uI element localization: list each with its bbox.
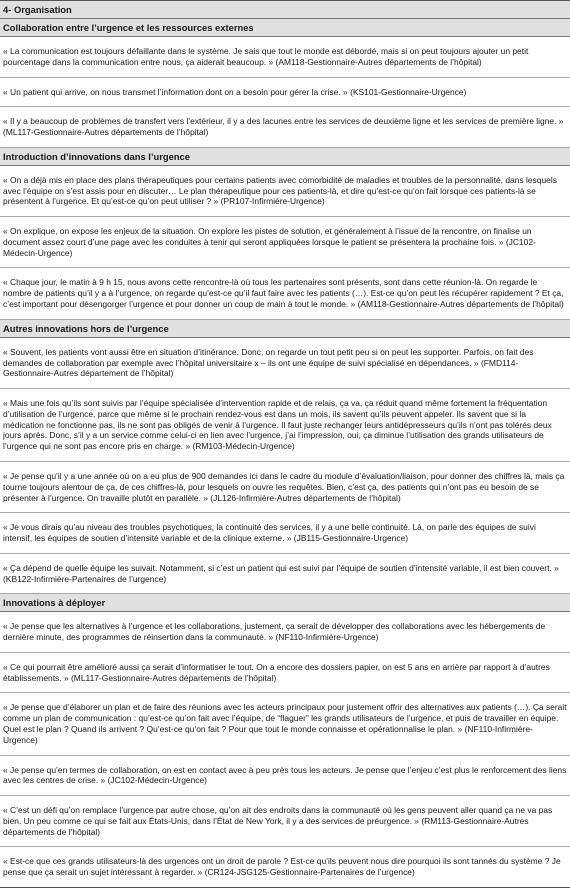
quote-text: « On explique, on expose les enjeux de la situation. On explore les pistes de solution, et généralement à l’issue de la rencontre, on finalise un document assez court d’une page avec les conduites à tenir qui seront appliquées lorsque le patient se présentera la prochaine fois. » (JC102-Médecin-Urgence) xyxy=(3,226,536,258)
quote-row xyxy=(0,166,570,217)
quote-text: « Un patient qui arrive, on nous transmet l’information dont on a besoin pour gérer la crise. » (KS101-Gestionnaire-Urgence) xyxy=(3,86,467,97)
quote-text: « Je pense qu’il y a une année où on a eu plus de 900 demandes ici dans le cadre du module d’évaluation/liaison, pour donner des chiffres là, mais ça tourne toujours alentour de ça, de ces chiffres-là, pour lesquels on ouvre les requêtes. Bien, c’est ça, des patients qui n’ont pas eu besoin de se présenter à l’urgence. On travaille plutôt en parallèle. » (JL126-Infirmière-Autres départements de l’hôpital) xyxy=(3,471,565,503)
quote-row xyxy=(0,612,570,653)
quote-row xyxy=(0,554,570,595)
quote-row xyxy=(0,796,570,847)
quote-row xyxy=(0,217,570,268)
quote-text: « Chaque jour, le matin à 9 h 15, nous avons cette rencontre-là où tous les partenaires sont présents, sont dans cette réunion-là. On regarde le nombre de patients qu’il y a à l’urgence, on regarde qu’est-ce qu’il faut faire avec les patients (…). Est-ce qu’on peut les récupérer rapidement ? Et ça, c’est important pour désengorger l’urgence et pour donner un coup de main à tout le monde. » (AM118-Gestionnaire-Autres départements de l’hôpital) xyxy=(3,277,564,310)
quote-text: « Il y a beaucoup de problèmes de transfert vers l’extérieur, il y a des lacunes entre les services de deuxième ligne et les services de première ligne. » (ML117-Gestionnaire-Autres départements de l’hôpital) xyxy=(3,116,564,138)
quote-text: « La communication est toujours défaillante dans le système. Je sais que tout le monde est débordé, mais si on peut toujours ajouter un petit pourcentage dans la communication entre nous, ça aiderait beaucoup. » (AM118-Gestionnaire-Autres départements de l’hôpital) xyxy=(3,45,529,67)
table-header: 4- Organisation xyxy=(0,1,570,19)
section-title: Collaboration entre l’urgence et les ressources externes xyxy=(0,19,570,37)
quote-row xyxy=(0,338,570,389)
section-title: Innovations à déployer xyxy=(0,594,570,612)
quote-row xyxy=(0,653,570,694)
quote-text: « On a déjà mis en place des plans thérapeutiques pour certains patients avec comorbidité de maladies et troubles de la personnalité, dans lesquels avec l’équipe on s’est assis pour en discuter… Le plan thérapeutique pour ces patients-là, et dire qu’est-ce qu’on fait lorsque ces patients-là se présentent à l’urgence. Et qu’est-ce qu’on peut utiliser ? » (PR107-Infirmière-Urgence) xyxy=(3,174,557,207)
quote-row xyxy=(0,37,570,78)
quote-row xyxy=(0,756,570,797)
quote-row xyxy=(0,389,570,462)
quote-row xyxy=(0,462,570,513)
quote-row xyxy=(0,268,570,319)
quote-text: « Ça dépend de quelle équipe les suivait. Notamment, si c’est un patient qui est suivi par l’équipe de soutien d’intensité variable, il est bien couvert. » (KB122-Infirmière-Partenaires de l’urgence) xyxy=(3,562,559,584)
quote-text: « Je pense qu’en termes de collaboration, on est en contact avec à peu près tous les acteurs. Je pense que l’enjeu c’est plus le renforcement des liens avec les centres de crise. » (JC102-Médecin-Urgence) xyxy=(3,764,567,786)
section-title: Introduction d’innovations dans l’urgence xyxy=(0,148,570,166)
quote-text: « Est-ce que ces grands utilisateurs-là des urgences ont un droit de parole ? Est-ce qu’ils peuvent nous dire pourquoi ils sont tannés du système ? Je pense que ça serait un sujet intéressant à regarder. » (CR124-JSG125-Gestionnaire-Partenaires de l’urgence) xyxy=(3,856,561,878)
quote-row xyxy=(0,78,570,108)
quote-text: « C’est un défi qu’on remplace l’urgence par autre chose, qu’on ait des endroits dans la communauté où les gens peuvent aller quand ça ne va pas bien. Un peu comme ce qui se fait aux États-Unis, dans l’État de New York, il y a des services de préurgence. » (RM113-Gestionnaire-Autres départements de l’hôpital) xyxy=(3,805,553,837)
quote-text: « Je pense que d’élaborer un plan et de faire des réunions avec les acteurs principaux pour justement offrir des alternatives aux patients (…). Ça serait comme un plan de communication : qu’est-ce qu’on fait avec l’équipe, de “flaguer” les grands utilisateurs de l’urgence, et puis de travailler en équipe. Quel est le plan ? Quand ils arrivent ? Qu’est-ce qu’on fait ? Pour que tout le monde connaisse et opérationnalise le plan. » (NF110-Infirmière-Urgence) xyxy=(3,702,567,745)
quote-row xyxy=(0,847,570,888)
quote-row xyxy=(0,693,570,755)
quote-text: « Souvent, les patients vont aussi être en situation d’itinérance. Donc, on regarde un tout petit peu si on peut les supporter. Parfois, on fait des demandes de collaboration par exemple avec l’hôpital universitaire x – ils ont une équipe de suivi spécialisé en dépendances. » (FMD114-Gestionnaire-Autres département de l’hôpital) xyxy=(3,346,534,379)
quote-text: « Je pense que les alternatives à l’urgence et les collaborations, justement, ça serait de développer des collaborations avec les hébergements de dernière minute, des programmes de réinsertion dans la communauté. » (NF110-Infirmière-Urgence) xyxy=(3,621,546,643)
quote-text: « Mais une fois qu’ils sont suivis par l’équipe spécialisée d’intervention rapide et de relais, ça va, ça réduit quand même fortement la fréquentation d’utilisation de l’urgence, parce que même si le prochain rendez-vous est dans un mois, ils savent qu’ils peuvent appeler. Ils savent que si la médication ne fonctionne pas, ils ne sont pas obligés de venir à l’urgence. Il faut juste rechanger leurs antidépresseurs qu’ils n’ont pas tolérés deux jours après. Donc, s’il y a un service comme celui-ci en lien avec l’urgence, j’ai l’impression, oui, ça diminue l’utilisation des grands utilisateurs de l’urgence qui ne sont pas encore pris en charge. » (RM103-Médecin-Urgence) xyxy=(3,398,552,452)
section-title: Autres innovations hors de l’urgence xyxy=(0,320,570,338)
quote-text: « Je vous dirais qu’au niveau des troubles psychotiques, la continuité des services, il y a une belle continuité. Là, on parle des équipes de suivi intensif, les équipes de soutien d’intensité variable et de la clinique externe. » (JB115-Gestionnaire-Urgence) xyxy=(3,522,536,544)
quote-row xyxy=(0,107,570,148)
quote-text: « Ce qui pourrait être amélioré aussi ça serait d’informatiser le tout. On a encore des dossiers papier, on est 5 ans en arrière par rapport à d’autres établissements. » (ML117-Gestionnaire-Autres départements de l’hôpital) xyxy=(3,661,550,683)
quote-row xyxy=(0,513,570,554)
